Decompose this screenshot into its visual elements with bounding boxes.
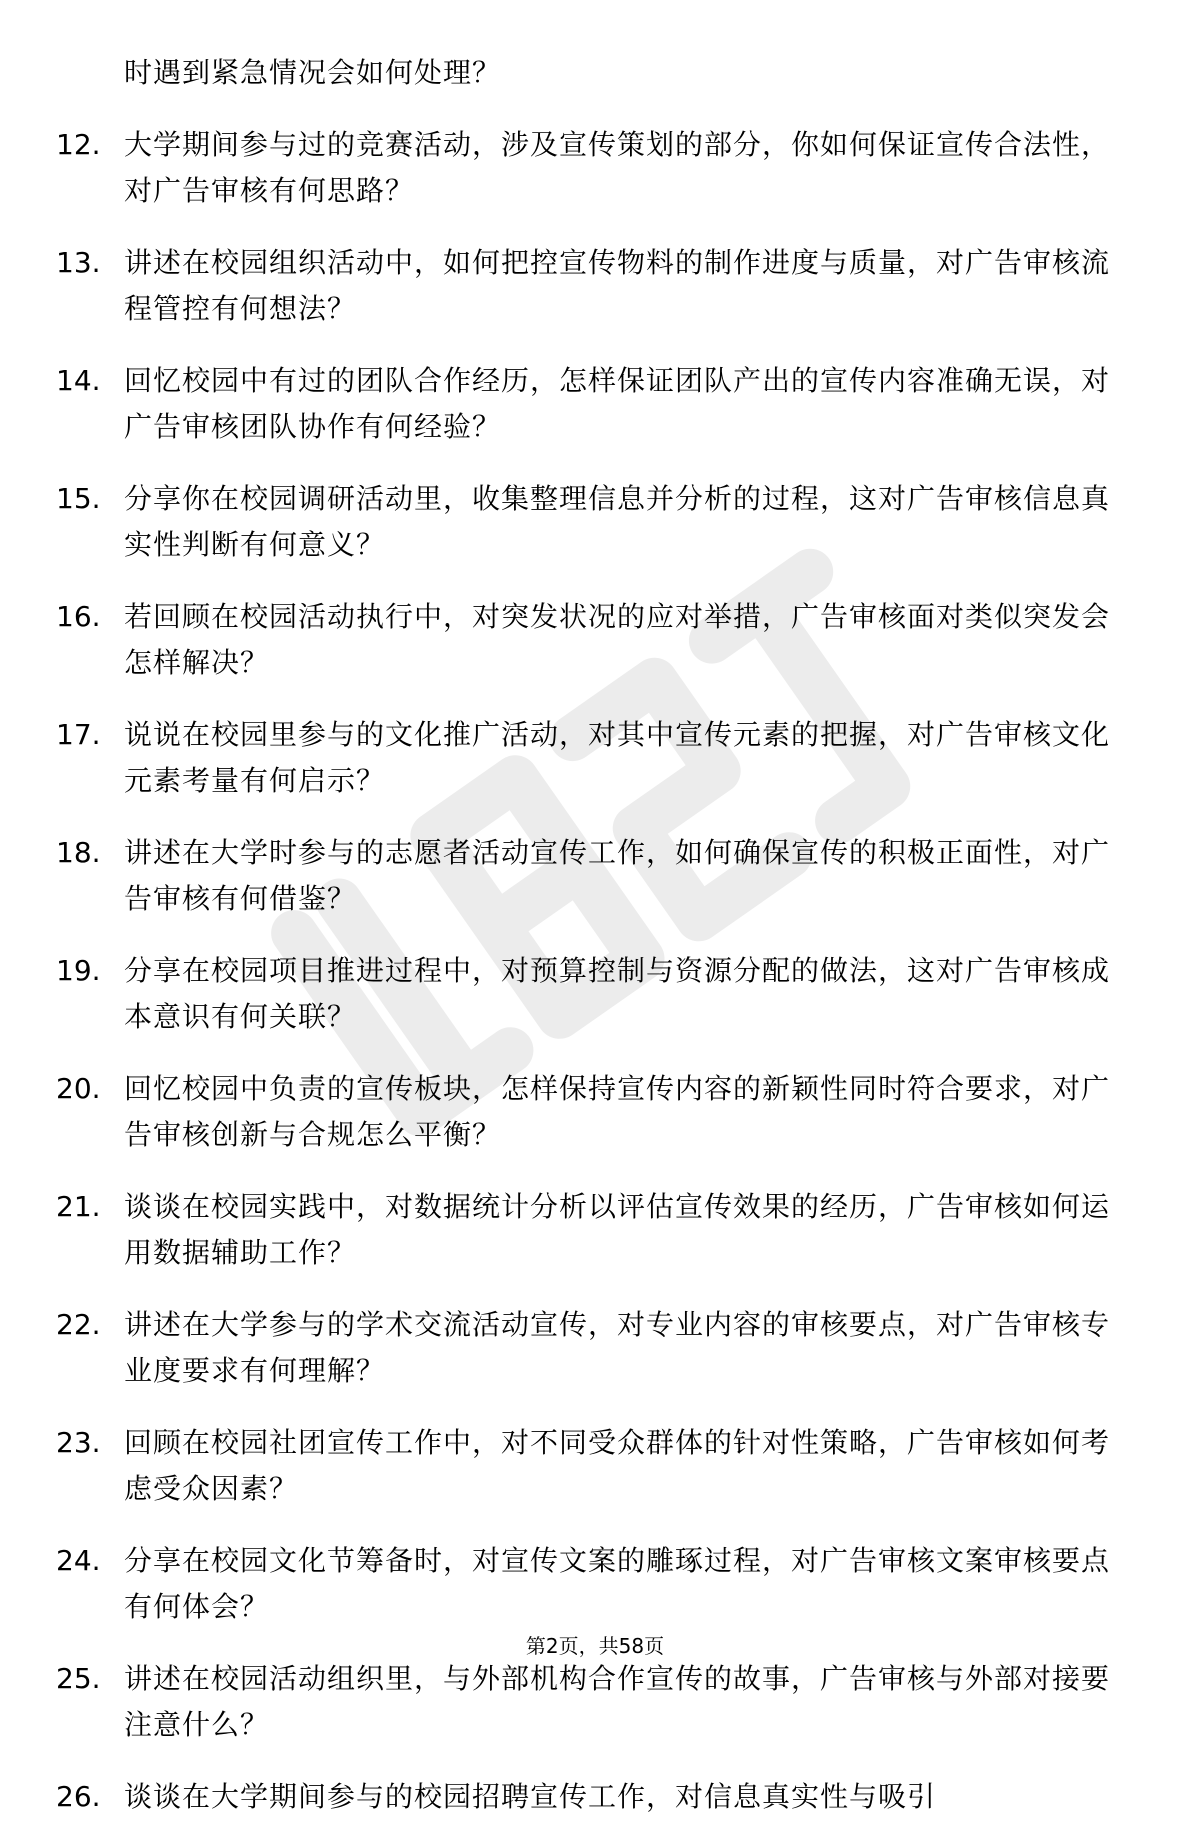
item-number: 16. [56,600,101,633]
item-number: 18. [56,836,101,869]
item-number: 26. [56,1780,101,1813]
item-number: 14. [56,364,101,397]
continuation-text: 时遇到紧急情况会如何处理？ [124,56,502,89]
item-text: 分享在校园项目推进过程中，对预算控制与资源分配的做法，这对广告审核成本意识有何关联？ [124,954,1111,1033]
item-text: 若回顾在校园活动执行中，对突发状况的应对举措，广告审核面对类似突发会怎样解决？ [124,600,1111,679]
list-item [56,1066,1136,1158]
list-item [56,240,1136,332]
item-text: 讲述在大学时参与的志愿者活动宣传工作，如何确保宣传的积极正面性，对广告审核有何借鉴？ [124,836,1111,915]
list-item [56,830,1136,922]
list-item [56,594,1136,686]
list-item [56,476,1136,568]
page-footer: 第2页，共58页 [525,1634,665,1658]
item-number: 24. [56,1544,101,1577]
item-number: 15. [56,482,101,515]
item-number: 21. [56,1190,101,1223]
list-item [56,1184,1136,1276]
question-list [56,50,1136,1846]
item-number: 17. [56,718,101,751]
list-item [56,358,1136,450]
list-item [56,122,1136,214]
item-number: 13. [56,246,101,279]
item-number: 12. [56,128,101,161]
list-item [56,1420,1136,1512]
item-text: 讲述在校园活动组织里，与外部机构合作宣传的故事，广告审核与外部对接要注意什么？ [124,1662,1111,1741]
item-number: 25. [56,1662,101,1695]
item-text: 谈谈在大学期间参与的校园招聘宣传工作，对信息真实性与吸引 [124,1780,937,1813]
item-text: 讲述在校园组织活动中，如何把控宣传物料的制作进度与质量，对广告审核流程管控有何想法？ [124,246,1111,325]
list-item-continuation [124,50,1136,96]
list-item [56,712,1136,804]
item-text: 回顾在校园社团宣传工作中，对不同受众群体的针对性策略，广告审核如何考虑受众因素？ [124,1426,1111,1505]
item-text: 分享在校园文化节筹备时，对宣传文案的雕琢过程，对广告审核文案审核要点有何体会？ [124,1544,1111,1623]
item-number: 23. [56,1426,101,1459]
list-item [56,1656,1136,1748]
item-number: 22. [56,1308,101,1341]
list-item [56,1302,1136,1394]
list-item [56,948,1136,1040]
item-number: 20. [56,1072,101,1105]
item-text: 谈谈在校园实践中，对数据统计分析以评估宣传效果的经历，广告审核如何运用数据辅助工作？ [124,1190,1111,1269]
item-text: 说说在校园里参与的文化推广活动，对其中宣传元素的把握，对广告审核文化元素考量有何启示？ [124,718,1111,797]
list-item [56,1774,1136,1820]
item-text: 讲述在大学参与的学术交流活动宣传，对专业内容的审核要点，对广告审核专业度要求有何理解？ [124,1308,1111,1387]
item-number: 19. [56,954,101,987]
list-item [56,1538,1136,1630]
item-text: 回忆校园中有过的团队合作经历，怎样保证团队产出的宣传内容准确无误，对广告审核团队协作有何经验？ [124,364,1111,443]
item-text: 大学期间参与过的竞赛活动，涉及宣传策划的部分，你如何保证宣传合法性，对广告审核有何思路？ [124,128,1111,207]
item-text: 回忆校园中负责的宣传板块，怎样保持宣传内容的新颖性同时符合要求，对广告审核创新与合规怎么平衡？ [124,1072,1111,1151]
item-text: 分享你在校园调研活动里，收集整理信息并分析的过程，这对广告审核信息真实性判断有何意义？ [124,482,1111,561]
